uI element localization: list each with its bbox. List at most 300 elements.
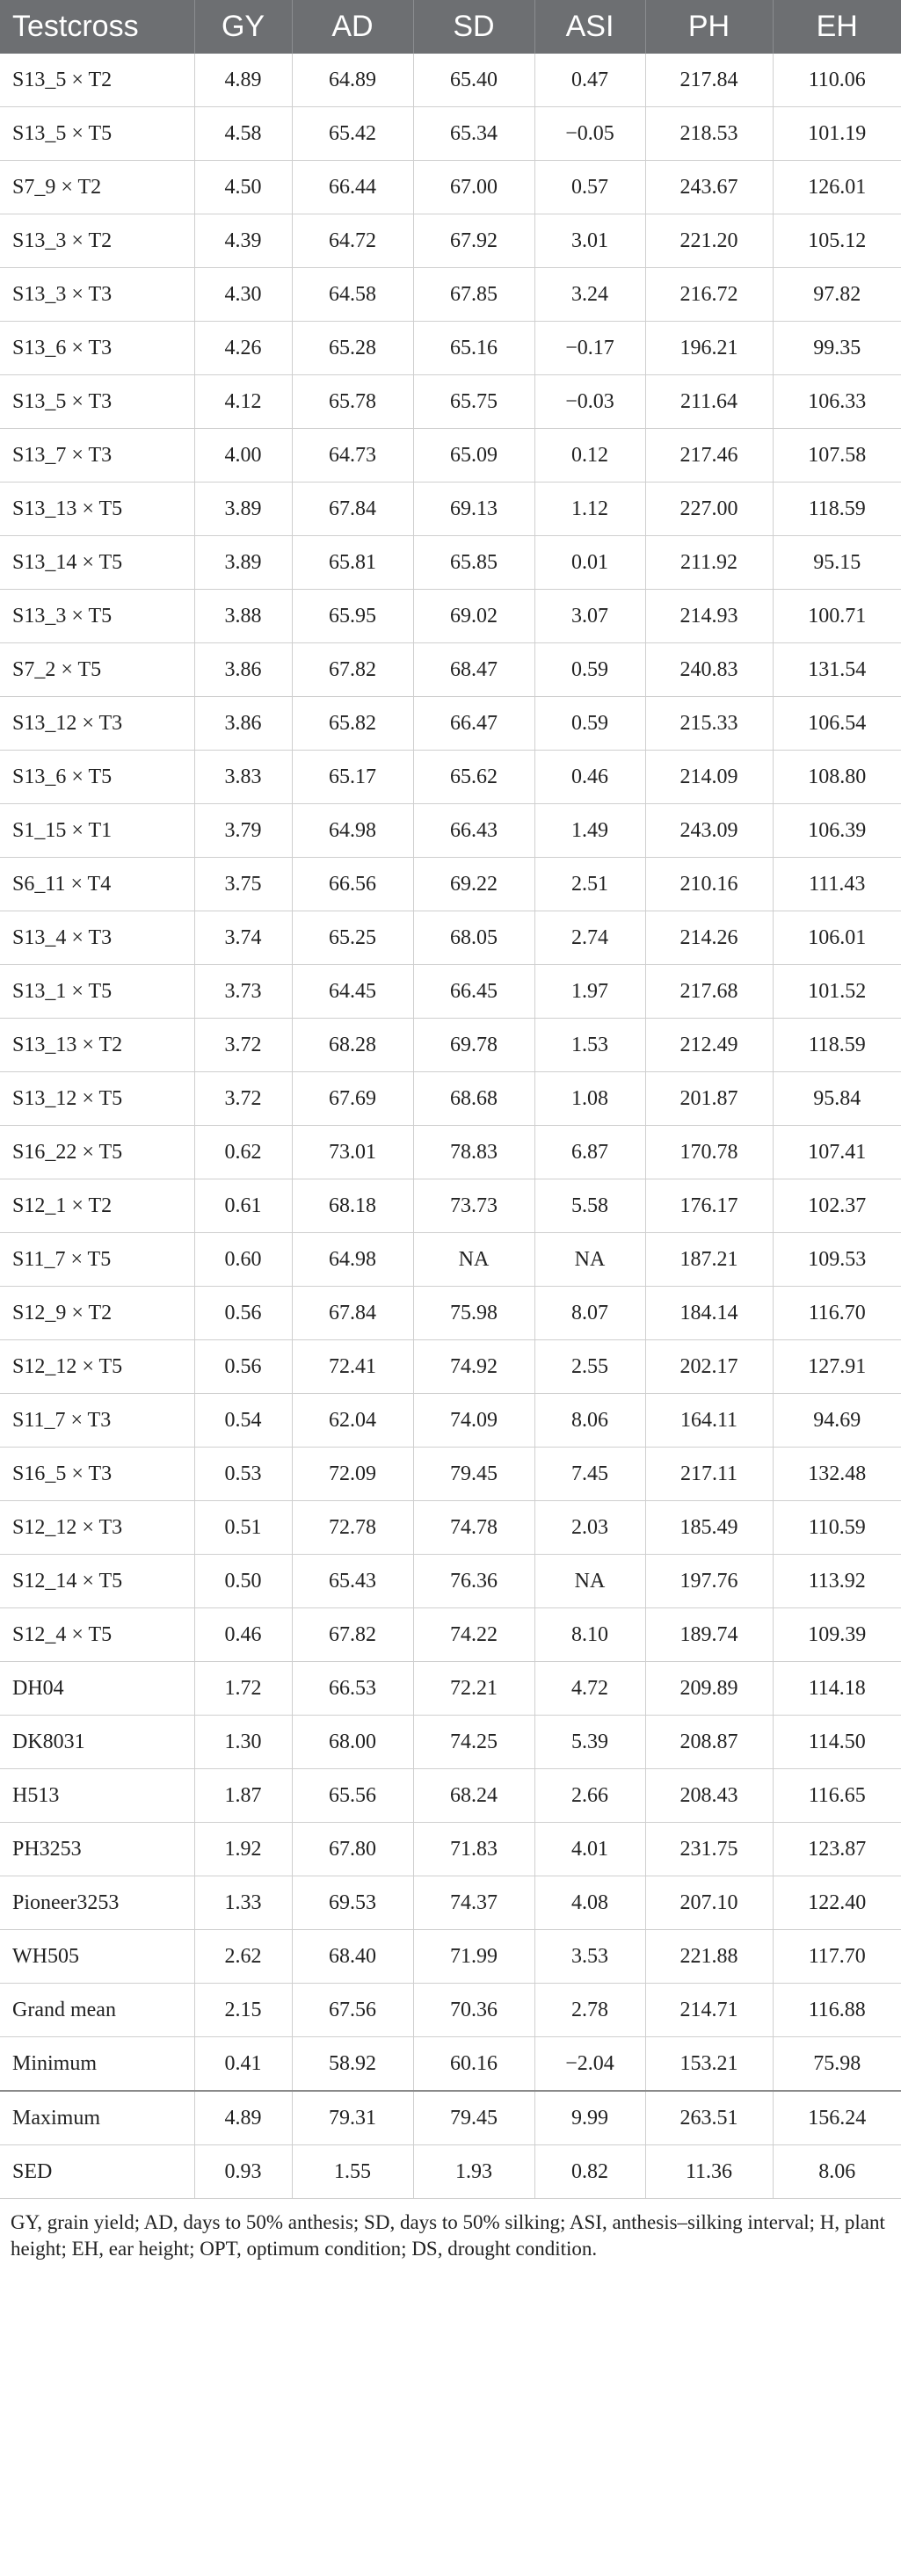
value-cell: 0.57 xyxy=(534,161,645,214)
value-cell: 94.69 xyxy=(773,1394,901,1448)
table-row xyxy=(0,965,901,1019)
value-cell: −0.17 xyxy=(534,322,645,375)
value-cell: 68.18 xyxy=(292,1179,413,1233)
row-label-cell: DK8031 xyxy=(0,1716,194,1769)
value-cell: 65.17 xyxy=(292,751,413,804)
row-label-cell: S13_5 × T3 xyxy=(0,375,194,429)
value-cell: 72.78 xyxy=(292,1501,413,1555)
table-row xyxy=(0,804,901,858)
value-cell: 2.55 xyxy=(534,1340,645,1394)
value-cell: 208.87 xyxy=(645,1716,773,1769)
value-cell: 0.50 xyxy=(194,1555,292,1608)
value-cell: 215.33 xyxy=(645,697,773,751)
value-cell: 0.47 xyxy=(534,54,645,107)
value-cell: 73.01 xyxy=(292,1126,413,1179)
value-cell: 102.37 xyxy=(773,1179,901,1233)
column-header: Testcross xyxy=(0,0,194,54)
row-label-cell: S13_12 × T3 xyxy=(0,697,194,751)
value-cell: 8.06 xyxy=(773,2145,901,2199)
value-cell: 187.21 xyxy=(645,1233,773,1287)
value-cell: 243.67 xyxy=(645,161,773,214)
table-row xyxy=(0,107,901,161)
value-cell: 64.89 xyxy=(292,54,413,107)
value-cell: 0.01 xyxy=(534,536,645,590)
value-cell: 156.24 xyxy=(773,2091,901,2145)
value-cell: 122.40 xyxy=(773,1876,901,1930)
row-label-cell: S12_9 × T2 xyxy=(0,1287,194,1340)
value-cell: 164.11 xyxy=(645,1394,773,1448)
value-cell: 214.09 xyxy=(645,751,773,804)
table-row xyxy=(0,1555,901,1608)
value-cell: 67.92 xyxy=(413,214,534,268)
value-cell: 68.00 xyxy=(292,1716,413,1769)
value-cell: 1.97 xyxy=(534,965,645,1019)
row-label-cell: S13_13 × T2 xyxy=(0,1019,194,1072)
value-cell: 217.84 xyxy=(645,54,773,107)
row-label-cell: S13_12 × T5 xyxy=(0,1072,194,1126)
table-row xyxy=(0,161,901,214)
value-cell: 3.89 xyxy=(194,483,292,536)
value-cell: 58.92 xyxy=(292,2037,413,2092)
value-cell: 65.75 xyxy=(413,375,534,429)
table-row xyxy=(0,214,901,268)
row-label-cell: S12_4 × T5 xyxy=(0,1608,194,1662)
value-cell: 110.06 xyxy=(773,54,901,107)
row-label-cell: PH3253 xyxy=(0,1823,194,1876)
table-footnote: GY, grain yield; AD, days to 50% anthesis; SD, days to 50% silking; ASI, anthesis–silking interval; H, plant height; EH, ear height; OPT, optimum condition; DS, drought condition. xyxy=(11,2211,885,2260)
value-cell: 0.51 xyxy=(194,1501,292,1555)
value-cell: −2.04 xyxy=(534,2037,645,2092)
value-cell: 0.53 xyxy=(194,1448,292,1501)
value-cell: 74.25 xyxy=(413,1716,534,1769)
value-cell: 65.81 xyxy=(292,536,413,590)
value-cell: 4.30 xyxy=(194,268,292,322)
table-row xyxy=(0,1179,901,1233)
row-label-cell: S13_7 × T3 xyxy=(0,429,194,483)
value-cell: 210.16 xyxy=(645,858,773,911)
value-cell: 2.51 xyxy=(534,858,645,911)
value-cell: 74.22 xyxy=(413,1608,534,1662)
value-cell: 66.45 xyxy=(413,965,534,1019)
value-cell: 67.85 xyxy=(413,268,534,322)
value-cell: 66.44 xyxy=(292,161,413,214)
value-cell: 95.84 xyxy=(773,1072,901,1126)
value-cell: 109.53 xyxy=(773,1233,901,1287)
value-cell: 108.80 xyxy=(773,751,901,804)
value-cell: 107.58 xyxy=(773,429,901,483)
row-label-cell: S13_4 × T3 xyxy=(0,911,194,965)
value-cell: 3.75 xyxy=(194,858,292,911)
table-row xyxy=(0,1019,901,1072)
value-cell: 9.99 xyxy=(534,2091,645,2145)
row-label-cell: S13_13 × T5 xyxy=(0,483,194,536)
value-cell: 211.92 xyxy=(645,536,773,590)
value-cell: 3.24 xyxy=(534,268,645,322)
value-cell: 68.05 xyxy=(413,911,534,965)
table-row xyxy=(0,2091,901,2145)
column-header: GY xyxy=(194,0,292,54)
row-label-cell: S1_15 × T1 xyxy=(0,804,194,858)
value-cell: 8.10 xyxy=(534,1608,645,1662)
column-header: ASI xyxy=(534,0,645,54)
table-row xyxy=(0,1769,901,1823)
table-row xyxy=(0,1233,901,1287)
value-cell: 64.58 xyxy=(292,268,413,322)
value-cell: 68.24 xyxy=(413,1769,534,1823)
table-row xyxy=(0,429,901,483)
value-cell: 65.56 xyxy=(292,1769,413,1823)
value-cell: 79.31 xyxy=(292,2091,413,2145)
table-row xyxy=(0,751,901,804)
table-row xyxy=(0,1340,901,1394)
value-cell: 66.56 xyxy=(292,858,413,911)
value-cell: 4.08 xyxy=(534,1876,645,1930)
table-row xyxy=(0,1930,901,1984)
value-cell: 1.12 xyxy=(534,483,645,536)
value-cell: 4.39 xyxy=(194,214,292,268)
value-cell: 68.47 xyxy=(413,643,534,697)
value-cell: 3.74 xyxy=(194,911,292,965)
value-cell: 74.09 xyxy=(413,1394,534,1448)
value-cell: 116.65 xyxy=(773,1769,901,1823)
value-cell: 65.95 xyxy=(292,590,413,643)
value-cell: 100.71 xyxy=(773,590,901,643)
value-cell: 76.36 xyxy=(413,1555,534,1608)
value-cell: 64.72 xyxy=(292,214,413,268)
value-cell: 1.33 xyxy=(194,1876,292,1930)
value-cell: 65.16 xyxy=(413,322,534,375)
table-row xyxy=(0,54,901,107)
row-label-cell: Maximum xyxy=(0,2091,194,2145)
value-cell: 65.28 xyxy=(292,322,413,375)
table-row xyxy=(0,1448,901,1501)
value-cell: 65.25 xyxy=(292,911,413,965)
value-cell: NA xyxy=(534,1555,645,1608)
value-cell: 67.80 xyxy=(292,1823,413,1876)
column-header: PH xyxy=(645,0,773,54)
table-row xyxy=(0,2145,901,2199)
table-row xyxy=(0,1662,901,1716)
value-cell: 221.20 xyxy=(645,214,773,268)
value-cell: 0.12 xyxy=(534,429,645,483)
table-row xyxy=(0,1072,901,1126)
row-label-cell: S11_7 × T3 xyxy=(0,1394,194,1448)
value-cell: 3.79 xyxy=(194,804,292,858)
value-cell: 1.55 xyxy=(292,2145,413,2199)
value-cell: 0.46 xyxy=(534,751,645,804)
value-cell: 4.89 xyxy=(194,2091,292,2145)
value-cell: 1.08 xyxy=(534,1072,645,1126)
value-cell: 4.50 xyxy=(194,161,292,214)
value-cell: 118.59 xyxy=(773,483,901,536)
value-cell: 5.58 xyxy=(534,1179,645,1233)
value-cell: 208.43 xyxy=(645,1769,773,1823)
table-row xyxy=(0,1287,901,1340)
value-cell: 131.54 xyxy=(773,643,901,697)
table-header xyxy=(0,0,901,54)
value-cell: 214.71 xyxy=(645,1984,773,2037)
value-cell: 4.01 xyxy=(534,1823,645,1876)
value-cell: 69.78 xyxy=(413,1019,534,1072)
value-cell: 67.82 xyxy=(292,1608,413,1662)
value-cell: 3.53 xyxy=(534,1930,645,1984)
value-cell: 72.21 xyxy=(413,1662,534,1716)
value-cell: 184.14 xyxy=(645,1287,773,1340)
table-row xyxy=(0,1984,901,2037)
value-cell: 4.72 xyxy=(534,1662,645,1716)
value-cell: 3.86 xyxy=(194,697,292,751)
row-label-cell: S11_7 × T5 xyxy=(0,1233,194,1287)
value-cell: 72.41 xyxy=(292,1340,413,1394)
value-cell: 64.98 xyxy=(292,1233,413,1287)
value-cell: 79.45 xyxy=(413,1448,534,1501)
row-label-cell: SED xyxy=(0,2145,194,2199)
value-cell: 3.01 xyxy=(534,214,645,268)
value-cell: 0.56 xyxy=(194,1287,292,1340)
value-cell: 114.50 xyxy=(773,1716,901,1769)
value-cell: 65.78 xyxy=(292,375,413,429)
row-label-cell: DH04 xyxy=(0,1662,194,1716)
value-cell: 62.04 xyxy=(292,1394,413,1448)
header-row xyxy=(0,0,901,54)
value-cell: 65.82 xyxy=(292,697,413,751)
value-cell: 201.87 xyxy=(645,1072,773,1126)
table-row xyxy=(0,1501,901,1555)
row-label-cell: H513 xyxy=(0,1769,194,1823)
value-cell: 106.33 xyxy=(773,375,901,429)
value-cell: 0.46 xyxy=(194,1608,292,1662)
value-cell: 217.46 xyxy=(645,429,773,483)
value-cell: 67.69 xyxy=(292,1072,413,1126)
value-cell: 101.19 xyxy=(773,107,901,161)
value-cell: 207.10 xyxy=(645,1876,773,1930)
value-cell: 79.45 xyxy=(413,2091,534,2145)
value-cell: 2.03 xyxy=(534,1501,645,1555)
table-row xyxy=(0,858,901,911)
value-cell: 153.21 xyxy=(645,2037,773,2092)
value-cell: 3.72 xyxy=(194,1072,292,1126)
value-cell: 2.62 xyxy=(194,1930,292,1984)
value-cell: 227.00 xyxy=(645,483,773,536)
row-label-cell: S13_6 × T3 xyxy=(0,322,194,375)
value-cell: 11.36 xyxy=(645,2145,773,2199)
table-row xyxy=(0,322,901,375)
value-cell: 2.15 xyxy=(194,1984,292,2037)
value-cell: 111.43 xyxy=(773,858,901,911)
value-cell: 95.15 xyxy=(773,536,901,590)
row-label-cell: S13_6 × T5 xyxy=(0,751,194,804)
row-label-cell: S16_5 × T3 xyxy=(0,1448,194,1501)
value-cell: 0.82 xyxy=(534,2145,645,2199)
value-cell: 3.88 xyxy=(194,590,292,643)
value-cell: 117.70 xyxy=(773,1930,901,1984)
value-cell: 64.98 xyxy=(292,804,413,858)
value-cell: 202.17 xyxy=(645,1340,773,1394)
row-label-cell: S7_2 × T5 xyxy=(0,643,194,697)
table-row xyxy=(0,697,901,751)
value-cell: 114.18 xyxy=(773,1662,901,1716)
value-cell: 106.54 xyxy=(773,697,901,751)
value-cell: 105.12 xyxy=(773,214,901,268)
value-cell: 75.98 xyxy=(413,1287,534,1340)
row-label-cell: S6_11 × T4 xyxy=(0,858,194,911)
value-cell: 71.83 xyxy=(413,1823,534,1876)
row-label-cell: S13_5 × T5 xyxy=(0,107,194,161)
column-header: SD xyxy=(413,0,534,54)
row-label-cell: S12_1 × T2 xyxy=(0,1179,194,1233)
value-cell: 64.73 xyxy=(292,429,413,483)
row-label-cell: S13_3 × T2 xyxy=(0,214,194,268)
value-cell: 1.53 xyxy=(534,1019,645,1072)
value-cell: 67.56 xyxy=(292,1984,413,2037)
table-row xyxy=(0,1394,901,1448)
value-cell: 70.36 xyxy=(413,1984,534,2037)
value-cell: 7.45 xyxy=(534,1448,645,1501)
value-cell: 212.49 xyxy=(645,1019,773,1072)
table-row xyxy=(0,643,901,697)
value-cell: 65.40 xyxy=(413,54,534,107)
value-cell: 217.11 xyxy=(645,1448,773,1501)
value-cell: 1.93 xyxy=(413,2145,534,2199)
value-cell: 132.48 xyxy=(773,1448,901,1501)
value-cell: 73.73 xyxy=(413,1179,534,1233)
value-cell: 107.41 xyxy=(773,1126,901,1179)
table-body xyxy=(0,54,901,2199)
value-cell: 3.89 xyxy=(194,536,292,590)
row-label-cell: Pioneer3253 xyxy=(0,1876,194,1930)
value-cell: 118.59 xyxy=(773,1019,901,1072)
value-cell: 214.93 xyxy=(645,590,773,643)
value-cell: 4.89 xyxy=(194,54,292,107)
table-row xyxy=(0,1126,901,1179)
value-cell: 78.83 xyxy=(413,1126,534,1179)
value-cell: 0.62 xyxy=(194,1126,292,1179)
row-label-cell: S16_22 × T5 xyxy=(0,1126,194,1179)
value-cell: 67.00 xyxy=(413,161,534,214)
value-cell: 176.17 xyxy=(645,1179,773,1233)
value-cell: 65.85 xyxy=(413,536,534,590)
value-cell: 109.39 xyxy=(773,1608,901,1662)
table-row xyxy=(0,483,901,536)
value-cell: 113.92 xyxy=(773,1555,901,1608)
value-cell: 209.89 xyxy=(645,1662,773,1716)
value-cell: 6.87 xyxy=(534,1126,645,1179)
value-cell: 99.35 xyxy=(773,322,901,375)
value-cell: 240.83 xyxy=(645,643,773,697)
value-cell: 64.45 xyxy=(292,965,413,1019)
row-label-cell: S13_1 × T5 xyxy=(0,965,194,1019)
row-label-cell: S12_14 × T5 xyxy=(0,1555,194,1608)
table-row xyxy=(0,911,901,965)
row-label-cell: S13_5 × T2 xyxy=(0,54,194,107)
value-cell: 65.42 xyxy=(292,107,413,161)
value-cell: 1.92 xyxy=(194,1823,292,1876)
value-cell: 185.49 xyxy=(645,1501,773,1555)
value-cell: −0.05 xyxy=(534,107,645,161)
value-cell: 74.37 xyxy=(413,1876,534,1930)
value-cell: 1.49 xyxy=(534,804,645,858)
row-label-cell: S13_3 × T3 xyxy=(0,268,194,322)
value-cell: 67.84 xyxy=(292,483,413,536)
table-row xyxy=(0,268,901,322)
value-cell: 2.74 xyxy=(534,911,645,965)
value-cell: 0.59 xyxy=(534,643,645,697)
value-cell: 65.43 xyxy=(292,1555,413,1608)
table-row xyxy=(0,1608,901,1662)
value-cell: 5.39 xyxy=(534,1716,645,1769)
value-cell: 8.06 xyxy=(534,1394,645,1448)
value-cell: 3.07 xyxy=(534,590,645,643)
value-cell: 75.98 xyxy=(773,2037,901,2092)
value-cell: 2.78 xyxy=(534,1984,645,2037)
value-cell: 69.53 xyxy=(292,1876,413,1930)
value-cell: 66.47 xyxy=(413,697,534,751)
value-cell: 263.51 xyxy=(645,2091,773,2145)
table-row xyxy=(0,590,901,643)
value-cell: 67.82 xyxy=(292,643,413,697)
row-label-cell: S12_12 × T5 xyxy=(0,1340,194,1394)
column-header: AD xyxy=(292,0,413,54)
value-cell: 214.26 xyxy=(645,911,773,965)
value-cell: 197.76 xyxy=(645,1555,773,1608)
value-cell: −0.03 xyxy=(534,375,645,429)
table-row xyxy=(0,1716,901,1769)
value-cell: 217.68 xyxy=(645,965,773,1019)
value-cell: 69.13 xyxy=(413,483,534,536)
row-label-cell: S7_9 × T2 xyxy=(0,161,194,214)
value-cell: 74.92 xyxy=(413,1340,534,1394)
value-cell: 106.01 xyxy=(773,911,901,965)
value-cell: 4.58 xyxy=(194,107,292,161)
row-label-cell: Minimum xyxy=(0,2037,194,2092)
row-label-cell: S13_14 × T5 xyxy=(0,536,194,590)
value-cell: 116.70 xyxy=(773,1287,901,1340)
value-cell: 74.78 xyxy=(413,1501,534,1555)
value-cell: 68.40 xyxy=(292,1930,413,1984)
value-cell: 72.09 xyxy=(292,1448,413,1501)
value-cell: 71.99 xyxy=(413,1930,534,1984)
value-cell: 60.16 xyxy=(413,2037,534,2092)
value-cell: NA xyxy=(534,1233,645,1287)
value-cell: 1.30 xyxy=(194,1716,292,1769)
value-cell: 0.93 xyxy=(194,2145,292,2199)
value-cell: 0.41 xyxy=(194,2037,292,2092)
value-cell: 0.61 xyxy=(194,1179,292,1233)
value-cell: 3.72 xyxy=(194,1019,292,1072)
value-cell: 65.62 xyxy=(413,751,534,804)
value-cell: 2.66 xyxy=(534,1769,645,1823)
value-cell: 8.07 xyxy=(534,1287,645,1340)
value-cell: 3.73 xyxy=(194,965,292,1019)
value-cell: 69.22 xyxy=(413,858,534,911)
table-row xyxy=(0,1876,901,1930)
value-cell: 3.86 xyxy=(194,643,292,697)
value-cell: 196.21 xyxy=(645,322,773,375)
value-cell: 4.12 xyxy=(194,375,292,429)
value-cell: 126.01 xyxy=(773,161,901,214)
value-cell: 110.59 xyxy=(773,1501,901,1555)
value-cell: 216.72 xyxy=(645,268,773,322)
value-cell: 97.82 xyxy=(773,268,901,322)
value-cell: 3.83 xyxy=(194,751,292,804)
value-cell: 211.64 xyxy=(645,375,773,429)
row-label-cell: WH505 xyxy=(0,1930,194,1984)
column-header: EH xyxy=(773,0,901,54)
value-cell: 218.53 xyxy=(645,107,773,161)
value-cell: 65.34 xyxy=(413,107,534,161)
value-cell: 0.54 xyxy=(194,1394,292,1448)
value-cell: 243.09 xyxy=(645,804,773,858)
